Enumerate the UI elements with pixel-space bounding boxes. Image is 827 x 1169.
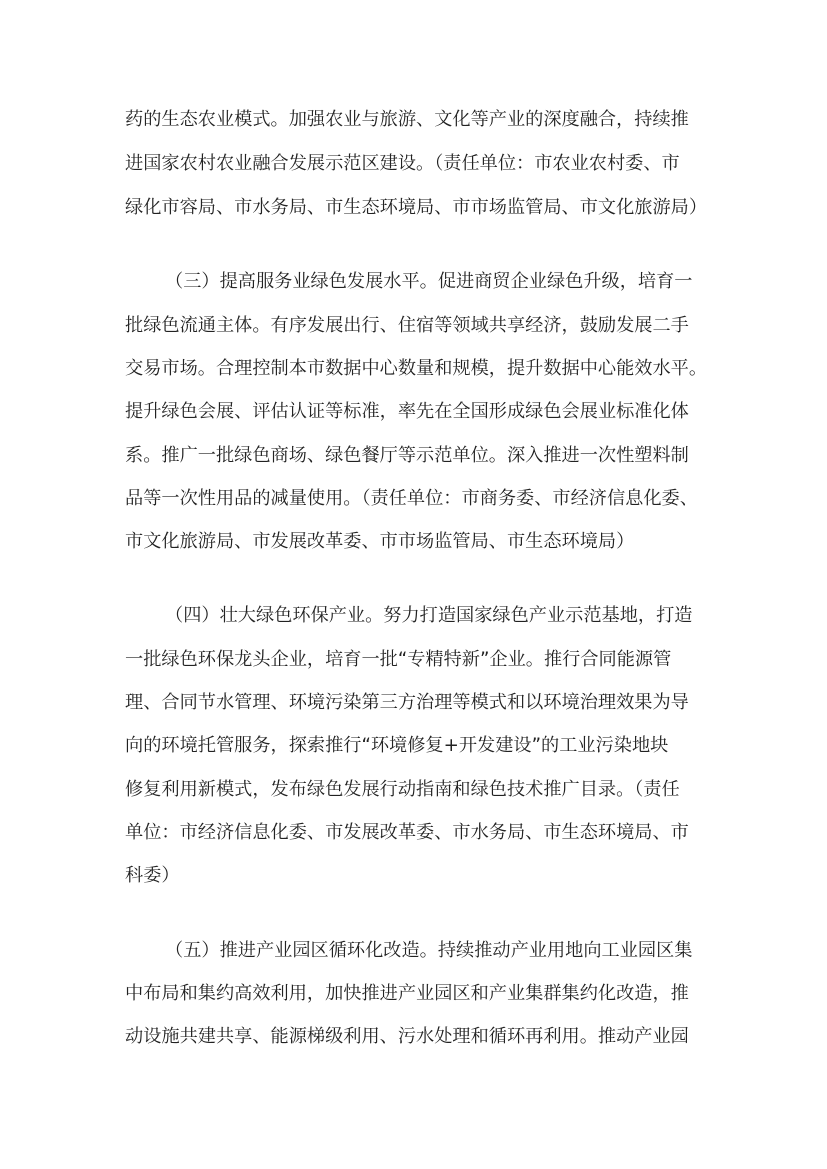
text-line: 进国家农村农业融合发展示范区建设。（责任单位：市农业农村委、市: [125, 153, 680, 174]
section-heading-line: （五）推进产业园区循环化改造。持续推动产业用地向工业园区集: [165, 940, 693, 961]
text-line: 提升绿色会展、评估认证等标准，率先在全国形成绿色会展业标准化体: [125, 401, 689, 422]
text-line: 科委）: [125, 865, 180, 886]
text-line: 中布局和集约高效利用，加快推进产业园区和产业集群集约化改造，推: [125, 983, 689, 1004]
text-line: 向的环境托管服务，探索推行“环境修复+开发建设”的工业污染地块: [125, 735, 669, 756]
text-line: 市文化旅游局、市发展改革委、市市场监管局、市生态环境局）: [125, 531, 635, 552]
text-line: 修复利用新模式，发布绿色发展行动指南和绿色技术推广目录。（责任: [125, 779, 680, 800]
text-line: 绿化市容局、市水务局、市生态环境局、市市场监管局、市文化旅游局）: [125, 197, 708, 218]
text-line: 动设施共建共享、能源梯级利用、污水处理和循环再利用。推动产业园: [125, 1026, 689, 1047]
text-line: 药的生态农业模式。加强农业与旅游、文化等产业的深度融合，持续推: [125, 109, 689, 130]
text-line: 交易市场。合理控制本市数据中心数量和规模，提升数据中心能效水平。: [125, 358, 708, 379]
text-line: 批绿色流通主体。有序发展出行、住宿等领域共享经济，鼓励发展二手: [125, 315, 689, 336]
section-heading-line: （三）提高服务业绿色发展水平。促进商贸企业绿色升级，培育一: [165, 271, 693, 292]
text-line: 品等一次性用品的减量使用。（责任单位：市商务委、市经济信息化委、: [125, 488, 698, 509]
text-line: 一批绿色环保龙头企业，培育一批“专精特新”企业。推行合同能源管: [125, 649, 672, 670]
section-heading-line: （四）壮大绿色环保产业。努力打造国家绿色产业示范基地，打造: [165, 605, 693, 626]
text-line: 单位：市经济信息化委、市发展改革委、市水务局、市生态环境局、市: [125, 822, 689, 843]
text-line: 理、合同节水管理、环境污染第三方治理等模式和以环境治理效果为导: [125, 692, 689, 713]
text-line: 系。推广一批绿色商场、绿色餐厅等示范单位。深入推进一次性塑料制: [125, 445, 689, 466]
